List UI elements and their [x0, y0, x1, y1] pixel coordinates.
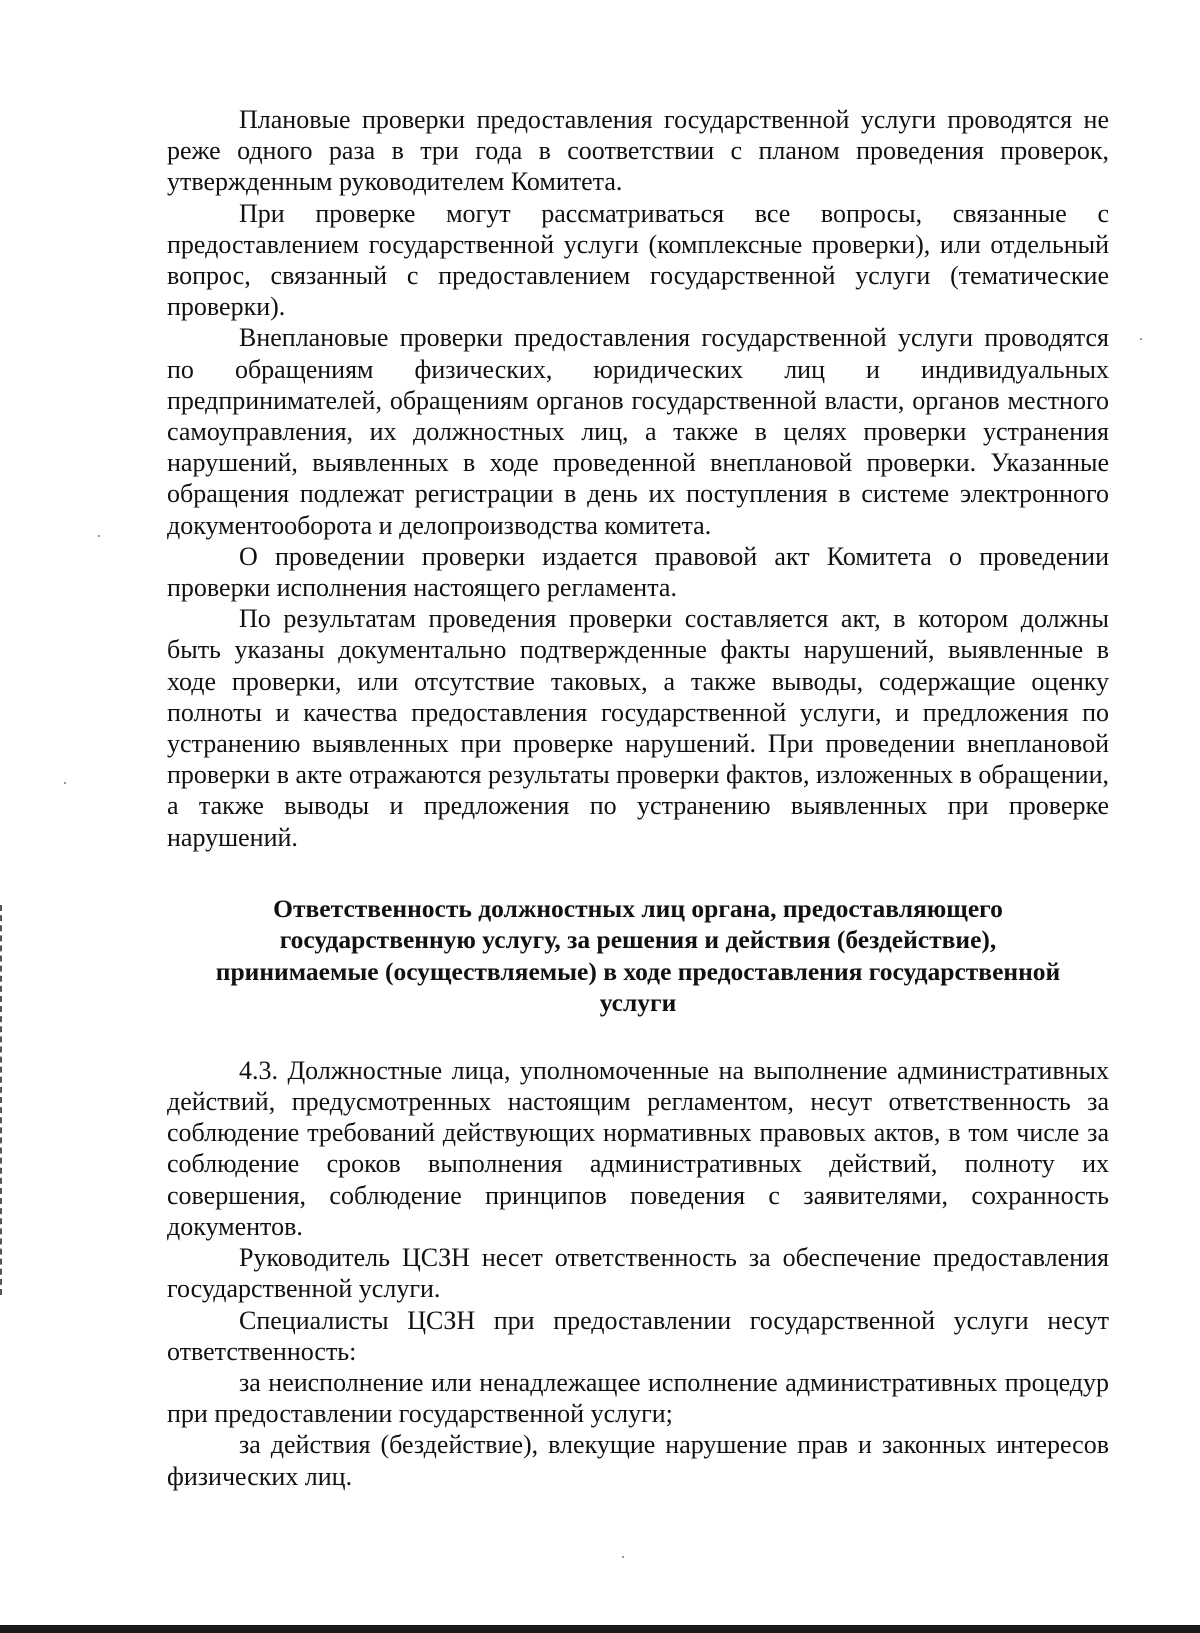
- document-body: [167, 104, 1109, 1492]
- scan-edge-artifact: [0, 905, 5, 1295]
- scan-speck: [1140, 338, 1142, 340]
- paragraph-responsibility-item-procedures: за неисполнение или ненадлежащее исполнение административных процедур при предоставлении государственной услуги;: [167, 1367, 1109, 1429]
- heading-line: государственную услугу, за решения и действия (бездействие),: [279, 925, 997, 955]
- scan-speck: [64, 782, 66, 784]
- paragraph-planned-inspections: Плановые проверки предоставления государственной услуги проводятся не реже одного раза в три года в соответствии с планом проведения проверок, утвержденным руководителем Комитета.: [167, 105, 1109, 197]
- paragraph-responsibility-item-rights: за действия (бездействие), влекущие нарушение прав и законных интересов физических лиц.: [167, 1430, 1109, 1491]
- scan-speck: [98, 535, 100, 537]
- scan-speck: [622, 1556, 624, 1558]
- paragraph-inspection-results: По результатам проведения проверки составляется акт, в котором должны быть указаны документально подтвержденные факты нарушений, выявленные в ходе проверки, или отсутствие таковых, а также выводы, содержащие оценку полноты и качества предоставления государственной услуги, и предложения по устранению выявленных при проверке нарушений. При проведении внеплановой проверки в акте отражаются результаты проверки фактов, изложенных в обращении, а также выводы и предложения по устранению выявленных при проверке нарушений.: [167, 604, 1109, 852]
- heading-line: принимаемые (осуществляемые) в ходе предоставления государственной: [215, 956, 1061, 986]
- paragraph-specialists-responsibility: Специалисты ЦСЗН при предоставлении государственной услуги несут ответственность:: [167, 1305, 1109, 1366]
- paragraph-inspection-legal-act: О проведении проверки издается правовой акт Комитета о проведении проверки исполнения настоящего регламента.: [167, 541, 1109, 603]
- heading-line: Ответственность должностных лиц органа, предоставляющего: [273, 893, 1003, 923]
- paragraph-head-responsibility: Руководитель ЦСЗН несет ответственность за обеспечение предоставления государственной услуги.: [167, 1243, 1109, 1304]
- paragraph-officials-responsibility: 4.3. Должностные лица, уполномоченные на выполнение административных действий, предусмотренных настоящим регламентом, несут ответственность за соблюдение требований действующих нормативных правовых актов, в том числе за соблюдение сроков выполнения административных действий, полноту их совершения, соблюдение принципов поведения с заявителями, сохранность документов.: [167, 1055, 1109, 1241]
- scan-bottom-border: [0, 1625, 1200, 1633]
- section-heading-responsibility: [167, 893, 1109, 1019]
- paragraph-inspection-scope: При проверке могут рассматриваться все вопросы, связанные с предоставлением государственной услуги (комплексные проверки), или отдельный вопрос, связанный с предоставлением государственной услуги (тематические проверки).: [167, 198, 1109, 322]
- heading-line: услуги: [599, 988, 677, 1018]
- paragraph-unscheduled-inspections: Внеплановые проверки предоставления государственной услуги проводятся по обращениям физических, юридических лиц и индивидуальных предпринимателей, обращениям органов государственной власти, органов местного самоуправления, их должностных лиц, а также в целях проверки устранения нарушений, выявленных в ходе проведенной внеплановой проверки. Указанные обращения подлежат регистрации в день их поступления в системе электронного документооборота и делопроизводства комитета.: [167, 323, 1109, 540]
